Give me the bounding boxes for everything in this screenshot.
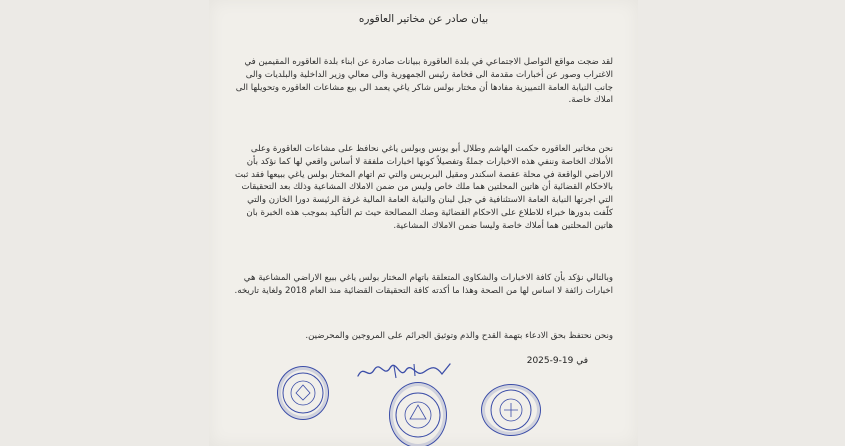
background-right — [638, 0, 845, 446]
paragraph-denial: نحن مخاتير العاقوره حكمت الهاشم وطلال أبو يونس وبولس ياغي نحافظ على مشاعات العاقورة وعلى الأملاك الخاصة وننفي هذه الاخبارات جملةً وتفصيلاً كونها اخبارات ملفقة لا أساس واقعي لها كما نؤكد بأن الاراضي الواقعة في محلة عقصة اسكندر ومقيل البربريس والتي تم اتهام المختار بولس ياغي ببيعها فقد ثبت بالاحكام القضائية أن هاتين المحلتين هما ملك خاص وليس من ضمن الاملاك المشاعية وذلك بعد التحقيقات التي اجرتها النيابة العامة الاستئنافية في جبل لبنان والنيابة العامة المالية غرفة الرئيسة دورا الخازن والتي كلّفت بدورها خبراء للاطلاع على الاحكام القضائية وصك المصالحة حيث تم التأكيد بموجب هذه الخبرة بان هاتين المحلتين هما أملاك خاصة وليسا ضمن الاملاك المشاعية. — [234, 144, 613, 231]
paragraph-conclusion: وبالتالي نؤكد بأن كافة الاخبارات والشكاوى المتعلقة باتهام المختار بولس ياغي ببيع الاراضي المشاعية هي اخبارات زائفة لا اساس لها من الصحة وهذا ما أكدته كافة التحقيقات القضائية منذ العام 2018 ولغاية تاريخه. — [234, 273, 613, 296]
document-page — [209, 0, 638, 446]
background-left — [0, 0, 209, 446]
handwritten-signature — [354, 358, 454, 384]
paragraph-intro: لقد ضجت مواقع التواصل الاجتماعي في بلدة العاقورة ببيانات صادرة عن ابناء بلدة العاقوره المقيمين في الاغتراب وصور عن أخبارات مقدمة الى فخامة رئيس الجمهورية والى معالي وزير الداخلية والبلديات والى جانب النيابة العامة التمييزية مفادها أن مختار بولس شاكر ياغي يعمد الى بيع مشاعات العاقوره وتحويلها الى املاك خاصة. — [235, 57, 613, 106]
official-stamp-seal — [481, 384, 541, 436]
official-stamp-seal — [389, 382, 447, 446]
paragraph-reservation: ونحن نحتفظ بحق الادعاء بتهمة القدح والذم وتوثيق الجرائم على المروجين والمحرضين. — [305, 331, 613, 341]
document-title: بيان صادر عن مخاتير العاقوره — [358, 13, 489, 25]
document-date: في 19-9-2025 — [526, 356, 588, 366]
official-stamp-seal — [277, 366, 329, 420]
